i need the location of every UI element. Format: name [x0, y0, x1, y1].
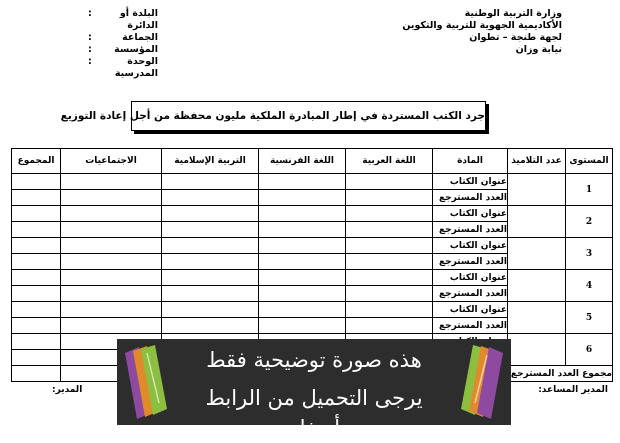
entry-cell[interactable]: [346, 190, 433, 206]
entry-cell[interactable]: [61, 286, 162, 302]
entry-cell[interactable]: [61, 270, 162, 286]
returned-count-label: العدد المسترجع: [433, 286, 508, 302]
entry-cell[interactable]: [61, 238, 162, 254]
director-label: المدير:: [52, 385, 83, 395]
entry-cell[interactable]: [162, 222, 259, 238]
entry-cell[interactable]: [259, 286, 346, 302]
entry-cell[interactable]: [61, 190, 162, 206]
entry-cell[interactable]: [12, 270, 61, 286]
students-count-cell[interactable]: [508, 206, 566, 238]
entry-cell[interactable]: [61, 222, 162, 238]
region-name: لجهة طنجة – تطوان: [469, 32, 562, 43]
level-cell: 4: [566, 270, 613, 302]
book-title-label: عنوان الكتاب: [433, 270, 508, 286]
info-label: الوحدة المدرسية: [114, 56, 158, 79]
entry-cell[interactable]: [12, 238, 61, 254]
entry-cell[interactable]: [12, 174, 61, 190]
entry-cell[interactable]: [61, 174, 162, 190]
entry-cell[interactable]: [259, 238, 346, 254]
info-colon: :: [88, 8, 92, 19]
entry-cell[interactable]: [346, 286, 433, 302]
table-row: [12, 206, 613, 222]
level-cell: 5: [566, 302, 613, 334]
students-count-cell[interactable]: [508, 270, 566, 302]
info-row-commune: [88, 32, 158, 44]
watermark-banner: [117, 339, 511, 440]
entry-cell[interactable]: [259, 270, 346, 286]
watermark-line-2: يرجى التحميل من الرابط أسفله: [205, 386, 423, 440]
table-row: [12, 302, 613, 318]
entry-cell[interactable]: [162, 318, 259, 334]
table-row: [12, 270, 613, 286]
entry-cell[interactable]: [346, 318, 433, 334]
book-title-label: عنوان الكتاب: [433, 238, 508, 254]
level-cell: 2: [566, 206, 613, 238]
entry-cell[interactable]: [259, 254, 346, 270]
entry-cell[interactable]: [346, 238, 433, 254]
returned-count-label: العدد المسترجع: [433, 190, 508, 206]
entry-cell[interactable]: [12, 222, 61, 238]
entry-cell[interactable]: [259, 174, 346, 190]
total-returned-label: مجموع العدد المسترجع: [433, 366, 613, 382]
info-colon: :: [88, 44, 92, 55]
entry-cell[interactable]: [12, 350, 61, 366]
entry-cell[interactable]: [12, 334, 61, 350]
entry-cell[interactable]: [346, 206, 433, 222]
academy-name: الأكاديمية الجهوية للتربية والتكوين: [402, 20, 562, 31]
books-icon: [121, 343, 171, 421]
returned-count-label: العدد المسترجع: [433, 318, 508, 334]
level-cell: 3: [566, 238, 613, 270]
entry-cell[interactable]: [162, 270, 259, 286]
col-header-arabic: اللغة العربية: [346, 149, 433, 174]
entry-cell[interactable]: [61, 254, 162, 270]
level-cell: 1: [566, 174, 613, 206]
book-title-label: عنوان الكتاب: [433, 174, 508, 190]
entry-cell[interactable]: [61, 302, 162, 318]
info-row-district: [88, 8, 158, 32]
returned-count-label: العدد المسترجع: [433, 222, 508, 238]
info-colon: :: [88, 56, 92, 67]
document-title: جرد الكتب المستردة في إطار المبادرة الملكية مليون محفظة من أجل إعادة التوزيع: [131, 101, 486, 131]
info-row-school-unit: [88, 56, 158, 80]
entry-cell[interactable]: [259, 302, 346, 318]
info-label: الجماعة: [122, 32, 158, 43]
students-count-cell[interactable]: [508, 174, 566, 206]
returned-count-label: العدد المسترجع: [433, 254, 508, 270]
info-label: البلدة أو الدائرة: [119, 8, 158, 31]
entry-cell[interactable]: [162, 190, 259, 206]
assistant-director-label: المدير المساعد:: [538, 385, 608, 395]
students-count-cell[interactable]: [508, 302, 566, 334]
ministry-name: وزارة التربية الوطنية: [464, 8, 562, 19]
col-header-subject: المادة: [433, 149, 508, 174]
info-row-institution: [88, 44, 158, 56]
students-count-cell[interactable]: [508, 238, 566, 270]
entry-cell[interactable]: [12, 254, 61, 270]
ministry-header: [382, 8, 562, 56]
col-header-total: المجموع: [12, 149, 61, 174]
entry-cell[interactable]: [61, 206, 162, 222]
entry-cell[interactable]: [61, 318, 162, 334]
col-header-islamic: التربية الإسلامية: [162, 149, 259, 174]
col-header-level: المستوى: [566, 149, 613, 174]
entry-cell[interactable]: [12, 286, 61, 302]
entry-cell[interactable]: [162, 238, 259, 254]
delegation-name: نيابة وزان: [515, 44, 562, 55]
entry-cell[interactable]: [12, 190, 61, 206]
entry-cell[interactable]: [162, 302, 259, 318]
col-header-students: عدد التلاميذ: [508, 149, 566, 174]
entry-cell[interactable]: [259, 206, 346, 222]
entry-cell[interactable]: [162, 206, 259, 222]
table-header-row: [12, 149, 613, 174]
entry-cell[interactable]: [12, 318, 61, 334]
entry-cell[interactable]: [259, 190, 346, 206]
col-header-french: اللغة الفرنسية: [259, 149, 346, 174]
table-row: [12, 238, 613, 254]
entry-cell[interactable]: [259, 222, 346, 238]
info-colon: :: [88, 32, 92, 43]
students-count-cell[interactable]: [508, 334, 566, 366]
entry-cell[interactable]: [12, 206, 61, 222]
table-row: [12, 174, 613, 190]
col-header-social: الاجتماعيات: [61, 149, 162, 174]
entry-cell[interactable]: [346, 302, 433, 318]
watermark-line-1: هذه صورة توضيحية فقط: [206, 348, 422, 372]
book-title-label: عنوان الكتاب: [433, 302, 508, 318]
total-entry-cell[interactable]: [12, 366, 61, 382]
entry-cell[interactable]: [162, 254, 259, 270]
entry-cell[interactable]: [346, 254, 433, 270]
entry-cell[interactable]: [346, 270, 433, 286]
level-cell: 6: [566, 334, 613, 366]
entry-cell[interactable]: [346, 174, 433, 190]
info-label: المؤسسة: [114, 44, 158, 55]
school-info-header: [88, 8, 158, 80]
entry-cell[interactable]: [162, 286, 259, 302]
entry-cell[interactable]: [162, 174, 259, 190]
entry-cell[interactable]: [259, 318, 346, 334]
entry-cell[interactable]: [12, 302, 61, 318]
books-icon: [457, 343, 507, 421]
entry-cell[interactable]: [346, 222, 433, 238]
book-title-label: عنوان الكتاب: [433, 206, 508, 222]
